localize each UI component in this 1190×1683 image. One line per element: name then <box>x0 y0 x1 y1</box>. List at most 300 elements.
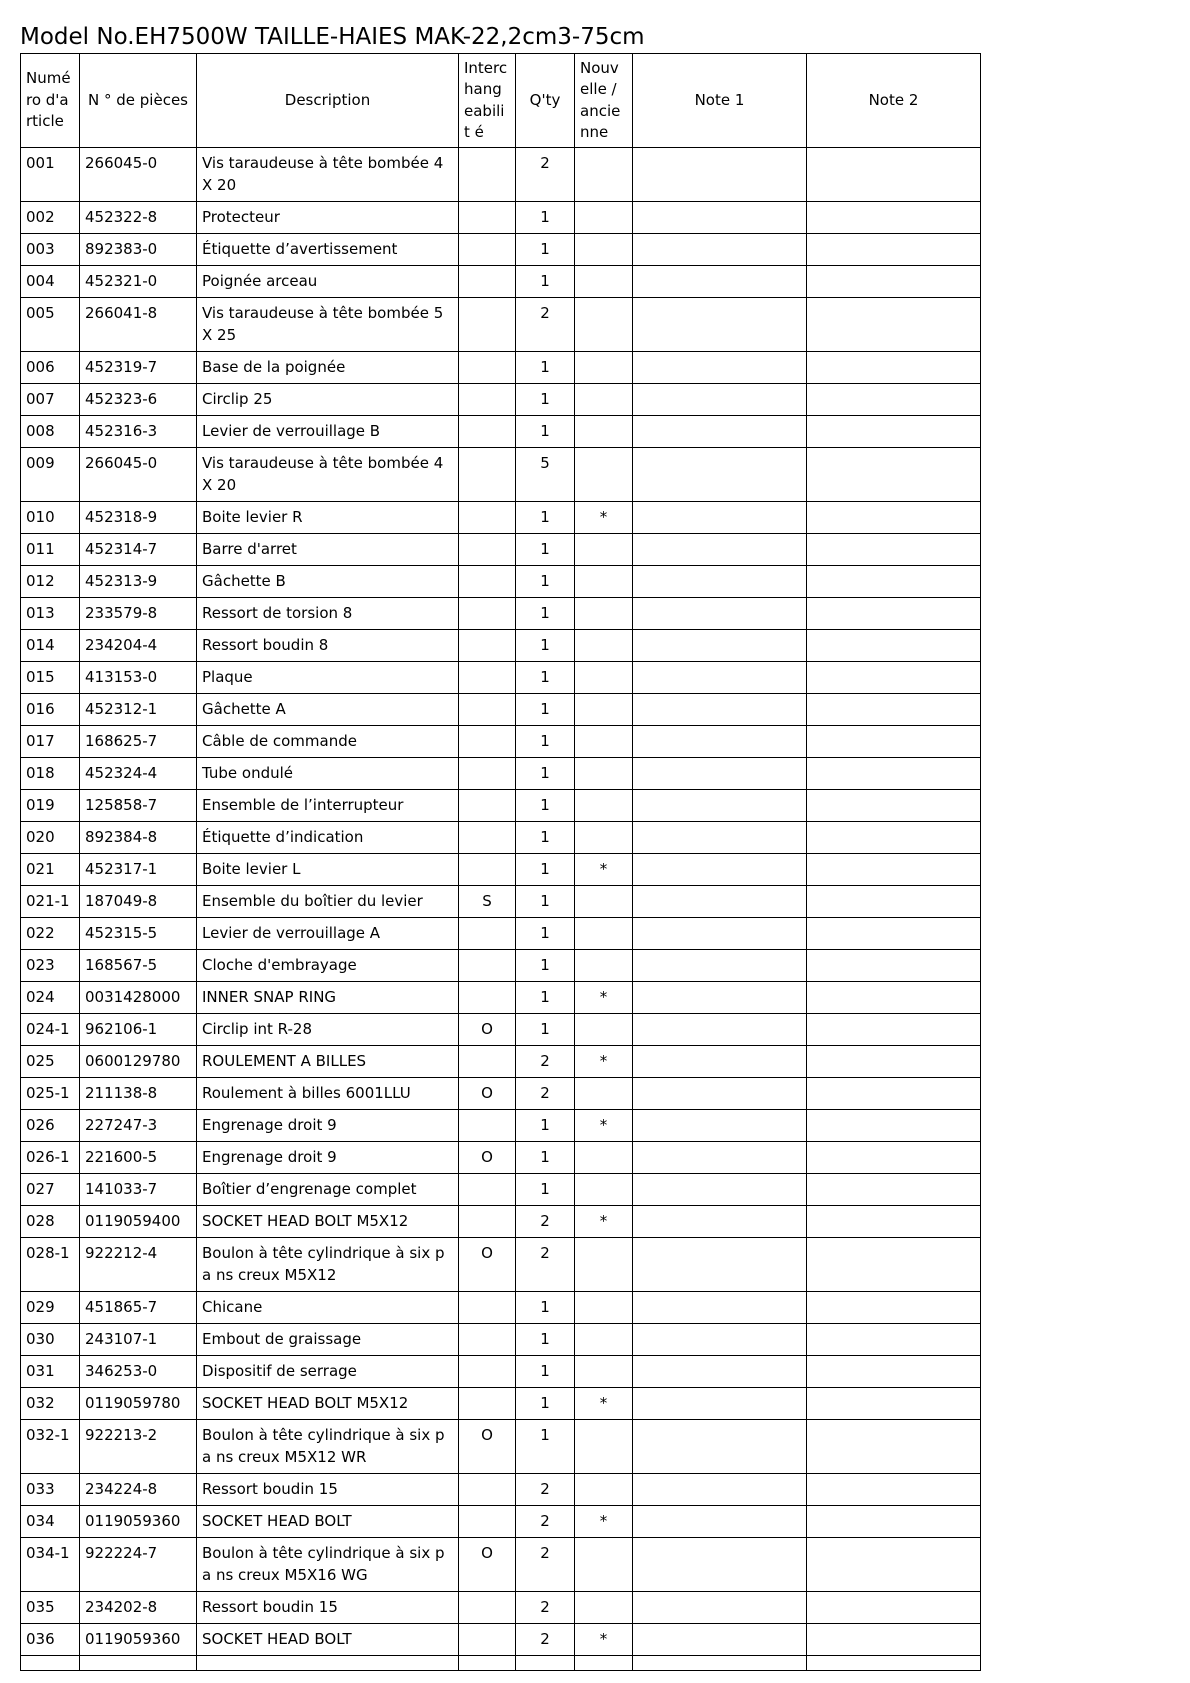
cell-note-1 <box>633 982 807 1014</box>
cell-part-no: 0119059360 <box>80 1624 197 1656</box>
table-row <box>21 1014 981 1046</box>
cell-new-old <box>575 790 633 822</box>
cell-interchangeability: O <box>459 1014 516 1046</box>
cell-part-no: 452313-9 <box>80 566 197 598</box>
cell-qty: 1 <box>516 384 575 416</box>
cell-new-old <box>575 566 633 598</box>
cell-note-2 <box>807 630 981 662</box>
cell-description: Boulon à tête cylindrique à six pa ns creux M5X12 <box>197 1238 459 1292</box>
col-header-description: Description <box>197 54 459 148</box>
table-row <box>21 1078 981 1110</box>
table-row <box>21 1624 981 1656</box>
cell-qty: 1 <box>516 1356 575 1388</box>
cell-article-no: 024 <box>21 982 80 1014</box>
cell-article-no: 025-1 <box>21 1078 80 1110</box>
cell-note-2 <box>807 1388 981 1420</box>
cell-note-1 <box>633 534 807 566</box>
cell-article-no: 001 <box>21 148 80 202</box>
cell-description: Barre d'arret <box>197 534 459 566</box>
cell-part-no: 892384-8 <box>80 822 197 854</box>
cell-description: Ensemble du boîtier du levier <box>197 886 459 918</box>
cell-note-1 <box>633 1624 807 1656</box>
col-header-interchangeability: Interc hang eabilit é <box>459 54 516 148</box>
cell-interchangeability <box>459 384 516 416</box>
cell-new-old <box>575 1538 633 1592</box>
parts-table <box>20 53 981 1671</box>
cell-qty: 2 <box>516 148 575 202</box>
cell-note-2 <box>807 854 981 886</box>
table-row <box>21 266 981 298</box>
cell-qty: 1 <box>516 1388 575 1420</box>
cell-qty: 2 <box>516 298 575 352</box>
cell-qty: 1 <box>516 566 575 598</box>
cell-note-2 <box>807 598 981 630</box>
cell-article-no: 008 <box>21 416 80 448</box>
cell-qty: 2 <box>516 1046 575 1078</box>
cell-note-1 <box>633 758 807 790</box>
cell-note-1 <box>633 448 807 502</box>
cell-note-1 <box>633 1356 807 1388</box>
cell-new-old <box>575 1356 633 1388</box>
col-header-note-1: Note 1 <box>633 54 807 148</box>
cell-interchangeability <box>459 148 516 202</box>
table-row <box>21 1388 981 1420</box>
cell-note-2 <box>807 534 981 566</box>
cell-qty: 1 <box>516 234 575 266</box>
table-row <box>21 694 981 726</box>
cell-qty: 5 <box>516 448 575 502</box>
cell-qty: 1 <box>516 1324 575 1356</box>
cell-part-no: 0119059360 <box>80 1506 197 1538</box>
cell-note-1 <box>633 416 807 448</box>
cell-note-1 <box>633 148 807 202</box>
table-row <box>21 416 981 448</box>
cell-interchangeability <box>459 1474 516 1506</box>
cell-interchangeability <box>459 822 516 854</box>
cell-interchangeability <box>459 918 516 950</box>
cell-interchangeability: O <box>459 1238 516 1292</box>
cell-article-no: 017 <box>21 726 80 758</box>
cell-qty: 2 <box>516 1506 575 1538</box>
cell-qty: 1 <box>516 1174 575 1206</box>
cell-qty: 1 <box>516 534 575 566</box>
cell-article-no: 024-1 <box>21 1014 80 1046</box>
cell-note-1 <box>633 1206 807 1238</box>
cell-qty: 2 <box>516 1078 575 1110</box>
cell-part-no: 962106-1 <box>80 1014 197 1046</box>
cell-new-old <box>575 266 633 298</box>
cell-note-1 <box>633 854 807 886</box>
cell-article-no: 021 <box>21 854 80 886</box>
table-row <box>21 886 981 918</box>
table-row <box>21 662 981 694</box>
cell-description: Ressort boudin 15 <box>197 1592 459 1624</box>
cell-new-old: * <box>575 982 633 1014</box>
cell-article-no: 035 <box>21 1592 80 1624</box>
cell-note-2 <box>807 1356 981 1388</box>
cell-note-2 <box>807 1592 981 1624</box>
cell-new-old <box>575 1420 633 1474</box>
cell-description: SOCKET HEAD BOLT <box>197 1506 459 1538</box>
cell-description: Gâchette A <box>197 694 459 726</box>
cell-description: Levier de verrouillage B <box>197 416 459 448</box>
cell-interchangeability <box>459 1624 516 1656</box>
cell-new-old <box>575 352 633 384</box>
cell-new-old <box>575 598 633 630</box>
cell-article-no: 004 <box>21 266 80 298</box>
cell-article-no: 011 <box>21 534 80 566</box>
cell-part-no: 452314-7 <box>80 534 197 566</box>
empty-cell <box>459 1656 516 1671</box>
cell-interchangeability <box>459 758 516 790</box>
cell-part-no: 266045-0 <box>80 148 197 202</box>
cell-interchangeability <box>459 1110 516 1142</box>
cell-new-old <box>575 1078 633 1110</box>
cell-article-no: 015 <box>21 662 80 694</box>
cell-article-no: 009 <box>21 448 80 502</box>
cell-interchangeability <box>459 502 516 534</box>
table-row <box>21 448 981 502</box>
cell-note-2 <box>807 416 981 448</box>
cell-part-no: 234224-8 <box>80 1474 197 1506</box>
cell-article-no: 033 <box>21 1474 80 1506</box>
cell-part-no: 452316-3 <box>80 416 197 448</box>
cell-qty: 1 <box>516 886 575 918</box>
cell-qty: 1 <box>516 1292 575 1324</box>
cell-qty: 1 <box>516 630 575 662</box>
cell-part-no: 0031428000 <box>80 982 197 1014</box>
cell-new-old <box>575 1324 633 1356</box>
cell-description: Engrenage droit 9 <box>197 1110 459 1142</box>
cell-qty: 1 <box>516 352 575 384</box>
empty-cell <box>197 1656 459 1671</box>
cell-note-1 <box>633 1174 807 1206</box>
cell-qty: 1 <box>516 726 575 758</box>
cell-qty: 1 <box>516 822 575 854</box>
cell-qty: 1 <box>516 1420 575 1474</box>
cell-new-old <box>575 234 633 266</box>
table-row <box>21 534 981 566</box>
cell-new-old <box>575 630 633 662</box>
col-header-new-old: Nouv elle / ancie nne <box>575 54 633 148</box>
table-row <box>21 1046 981 1078</box>
cell-part-no: 452318-9 <box>80 502 197 534</box>
cell-note-1 <box>633 886 807 918</box>
cell-note-2 <box>807 266 981 298</box>
cell-new-old <box>575 1238 633 1292</box>
cell-note-2 <box>807 918 981 950</box>
cell-article-no: 030 <box>21 1324 80 1356</box>
cell-description: Base de la poignée <box>197 352 459 384</box>
cell-part-no: 233579-8 <box>80 598 197 630</box>
cell-note-2 <box>807 566 981 598</box>
cell-part-no: 452312-1 <box>80 694 197 726</box>
cell-article-no: 005 <box>21 298 80 352</box>
cell-article-no: 003 <box>21 234 80 266</box>
empty-cell <box>80 1656 197 1671</box>
table-row <box>21 790 981 822</box>
cell-qty: 1 <box>516 502 575 534</box>
cell-note-1 <box>633 1078 807 1110</box>
cell-description: Boite levier L <box>197 854 459 886</box>
cell-note-1 <box>633 1238 807 1292</box>
table-row <box>21 1356 981 1388</box>
cell-part-no: 243107-1 <box>80 1324 197 1356</box>
table-row-cut-off <box>21 1656 981 1671</box>
cell-new-old <box>575 918 633 950</box>
cell-article-no: 034-1 <box>21 1538 80 1592</box>
cell-qty: 1 <box>516 790 575 822</box>
cell-article-no: 016 <box>21 694 80 726</box>
cell-note-1 <box>633 234 807 266</box>
parts-table-body <box>21 148 981 1671</box>
cell-interchangeability <box>459 352 516 384</box>
cell-qty: 1 <box>516 416 575 448</box>
cell-article-no: 020 <box>21 822 80 854</box>
cell-note-1 <box>633 950 807 982</box>
cell-article-no: 028-1 <box>21 1238 80 1292</box>
cell-qty: 1 <box>516 1110 575 1142</box>
col-header-qty: Q'ty <box>516 54 575 148</box>
cell-new-old <box>575 694 633 726</box>
cell-interchangeability <box>459 416 516 448</box>
cell-note-2 <box>807 1420 981 1474</box>
cell-article-no: 034 <box>21 1506 80 1538</box>
cell-note-2 <box>807 1014 981 1046</box>
cell-part-no: 452323-6 <box>80 384 197 416</box>
cell-interchangeability <box>459 1292 516 1324</box>
cell-note-2 <box>807 148 981 202</box>
cell-interchangeability <box>459 1356 516 1388</box>
cell-new-old: * <box>575 854 633 886</box>
table-row <box>21 982 981 1014</box>
table-row <box>21 1292 981 1324</box>
cell-interchangeability <box>459 298 516 352</box>
cell-part-no: 266045-0 <box>80 448 197 502</box>
cell-part-no: 452324-4 <box>80 758 197 790</box>
cell-interchangeability <box>459 202 516 234</box>
cell-description: ROULEMENT A BILLES <box>197 1046 459 1078</box>
cell-note-2 <box>807 1078 981 1110</box>
cell-new-old <box>575 298 633 352</box>
cell-article-no: 012 <box>21 566 80 598</box>
cell-interchangeability: O <box>459 1078 516 1110</box>
cell-note-2 <box>807 758 981 790</box>
cell-note-1 <box>633 266 807 298</box>
cell-article-no: 036 <box>21 1624 80 1656</box>
cell-note-2 <box>807 790 981 822</box>
cell-article-no: 029 <box>21 1292 80 1324</box>
table-row <box>21 598 981 630</box>
cell-note-1 <box>633 1506 807 1538</box>
cell-interchangeability <box>459 630 516 662</box>
cell-interchangeability <box>459 854 516 886</box>
cell-note-2 <box>807 448 981 502</box>
table-row <box>21 854 981 886</box>
cell-article-no: 025 <box>21 1046 80 1078</box>
cell-new-old: * <box>575 1388 633 1420</box>
cell-note-1 <box>633 662 807 694</box>
empty-cell <box>575 1656 633 1671</box>
cell-qty: 1 <box>516 918 575 950</box>
cell-interchangeability <box>459 1324 516 1356</box>
cell-interchangeability <box>459 566 516 598</box>
cell-note-1 <box>633 352 807 384</box>
cell-note-2 <box>807 1506 981 1538</box>
cell-description: Levier de verrouillage A <box>197 918 459 950</box>
cell-new-old <box>575 662 633 694</box>
cell-interchangeability: O <box>459 1420 516 1474</box>
cell-description: Circlip 25 <box>197 384 459 416</box>
cell-note-2 <box>807 1538 981 1592</box>
cell-new-old: * <box>575 1506 633 1538</box>
cell-part-no: 221600-5 <box>80 1142 197 1174</box>
cell-part-no: 892383-0 <box>80 234 197 266</box>
cell-description: Vis taraudeuse à tête bombée 5X 25 <box>197 298 459 352</box>
cell-description: Poignée arceau <box>197 266 459 298</box>
cell-part-no: 234202-8 <box>80 1592 197 1624</box>
cell-qty: 2 <box>516 1592 575 1624</box>
cell-description: Vis taraudeuse à tête bombée 4X 20 <box>197 148 459 202</box>
cell-description: Câble de commande <box>197 726 459 758</box>
cell-description: SOCKET HEAD BOLT M5X12 <box>197 1206 459 1238</box>
cell-description: Protecteur <box>197 202 459 234</box>
cell-note-1 <box>633 384 807 416</box>
cell-qty: 1 <box>516 694 575 726</box>
cell-part-no: 141033-7 <box>80 1174 197 1206</box>
cell-new-old <box>575 384 633 416</box>
cell-note-1 <box>633 918 807 950</box>
cell-note-1 <box>633 694 807 726</box>
cell-description: Chicane <box>197 1292 459 1324</box>
cell-description: Dispositif de serrage <box>197 1356 459 1388</box>
cell-article-no: 014 <box>21 630 80 662</box>
cell-note-1 <box>633 298 807 352</box>
table-row <box>21 1592 981 1624</box>
cell-description: Boulon à tête cylindrique à six pa ns creux M5X12 WR <box>197 1420 459 1474</box>
cell-article-no: 027 <box>21 1174 80 1206</box>
cell-note-1 <box>633 1474 807 1506</box>
cell-note-2 <box>807 662 981 694</box>
cell-part-no: 234204-4 <box>80 630 197 662</box>
cell-note-1 <box>633 1014 807 1046</box>
cell-qty: 1 <box>516 854 575 886</box>
cell-description: INNER SNAP RING <box>197 982 459 1014</box>
cell-description: SOCKET HEAD BOLT <box>197 1624 459 1656</box>
cell-new-old <box>575 758 633 790</box>
cell-interchangeability <box>459 726 516 758</box>
cell-part-no: 452319-7 <box>80 352 197 384</box>
cell-note-1 <box>633 822 807 854</box>
cell-interchangeability <box>459 1206 516 1238</box>
cell-description: Tube ondulé <box>197 758 459 790</box>
cell-new-old <box>575 148 633 202</box>
cell-note-2 <box>807 298 981 352</box>
cell-note-1 <box>633 502 807 534</box>
cell-interchangeability <box>459 1046 516 1078</box>
table-row <box>21 566 981 598</box>
cell-note-1 <box>633 566 807 598</box>
table-row <box>21 1238 981 1292</box>
cell-note-2 <box>807 1046 981 1078</box>
cell-note-2 <box>807 1324 981 1356</box>
cell-note-1 <box>633 1142 807 1174</box>
cell-description: Boîtier d’engrenage complet <box>197 1174 459 1206</box>
cell-part-no: 413153-0 <box>80 662 197 694</box>
cell-note-1 <box>633 1420 807 1474</box>
page-title: Model No.EH7500W TAILLE-HAIES MAK-22,2cm3-75cm <box>20 24 645 50</box>
table-row <box>21 148 981 202</box>
cell-part-no: 451865-7 <box>80 1292 197 1324</box>
cell-part-no: 452321-0 <box>80 266 197 298</box>
cell-new-old <box>575 1592 633 1624</box>
cell-description: Ressort boudin 15 <box>197 1474 459 1506</box>
table-row <box>21 758 981 790</box>
cell-interchangeability <box>459 950 516 982</box>
cell-description: Ensemble de l’interrupteur <box>197 790 459 822</box>
cell-qty: 1 <box>516 1014 575 1046</box>
cell-qty: 1 <box>516 758 575 790</box>
cell-description: Vis taraudeuse à tête bombée 4X 20 <box>197 448 459 502</box>
cell-note-2 <box>807 1142 981 1174</box>
cell-note-1 <box>633 202 807 234</box>
empty-cell <box>633 1656 807 1671</box>
cell-note-2 <box>807 726 981 758</box>
cell-new-old: * <box>575 1206 633 1238</box>
cell-part-no: 0119059400 <box>80 1206 197 1238</box>
table-row <box>21 1206 981 1238</box>
cell-note-1 <box>633 1110 807 1142</box>
cell-qty: 2 <box>516 1624 575 1656</box>
cell-qty: 1 <box>516 1142 575 1174</box>
cell-note-2 <box>807 1206 981 1238</box>
cell-new-old: * <box>575 502 633 534</box>
cell-note-2 <box>807 822 981 854</box>
cell-note-1 <box>633 1592 807 1624</box>
cell-article-no: 023 <box>21 950 80 982</box>
cell-note-2 <box>807 982 981 1014</box>
table-row <box>21 726 981 758</box>
cell-article-no: 026 <box>21 1110 80 1142</box>
cell-qty: 1 <box>516 598 575 630</box>
cell-part-no: 0600129780 <box>80 1046 197 1078</box>
cell-new-old <box>575 1014 633 1046</box>
table-row <box>21 234 981 266</box>
cell-part-no: 452315-5 <box>80 918 197 950</box>
empty-cell <box>516 1656 575 1671</box>
cell-new-old <box>575 202 633 234</box>
cell-note-2 <box>807 234 981 266</box>
table-header-row <box>21 54 981 148</box>
cell-interchangeability <box>459 982 516 1014</box>
cell-article-no: 026-1 <box>21 1142 80 1174</box>
col-header-article-no: Numé ro d'a rticle <box>21 54 80 148</box>
cell-description: Gâchette B <box>197 566 459 598</box>
cell-interchangeability: S <box>459 886 516 918</box>
cell-new-old: * <box>575 1624 633 1656</box>
table-row <box>21 352 981 384</box>
table-row <box>21 950 981 982</box>
cell-part-no: 922212-4 <box>80 1238 197 1292</box>
table-row <box>21 630 981 662</box>
cell-new-old <box>575 1174 633 1206</box>
cell-note-1 <box>633 1046 807 1078</box>
cell-part-no: 452322-8 <box>80 202 197 234</box>
cell-description: Engrenage droit 9 <box>197 1142 459 1174</box>
cell-note-1 <box>633 1388 807 1420</box>
cell-interchangeability <box>459 790 516 822</box>
cell-description: Cloche d'embrayage <box>197 950 459 982</box>
